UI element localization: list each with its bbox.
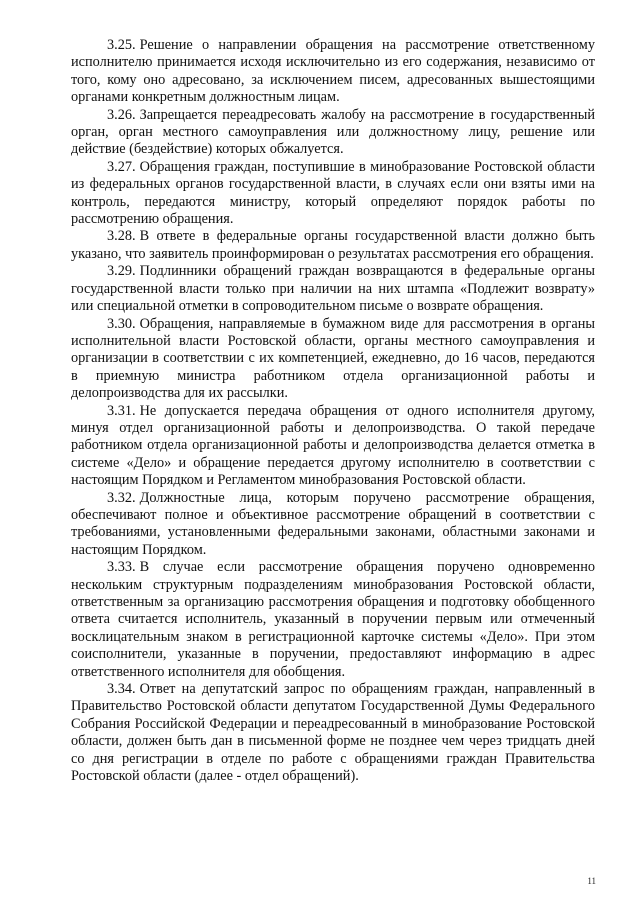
page-number: 11 bbox=[587, 876, 596, 886]
paragraph-number: 3.29. bbox=[107, 263, 136, 280]
paragraph-number: 3.25. bbox=[107, 37, 136, 53]
paragraph-text: Запрещается переадресовать жалобу на рассмотрение в государственный орган, орган местного самоуправления или должностному лицу, решение или действие (бездействие) которых обжалуется. bbox=[71, 106, 595, 158]
paragraph-text: Ответ на депутатский запрос по обращениям граждан, направленный в Правительство Ростовской области депутатом Государственной Думы Федерального Собрания Российской Федерации и переадресованный в минобразование Ростовской области, должен быть дан в письменной форме не позднее чем через тридцать дней со дня регистрации в отделе по работе с обращениями граждан Правительства Ростовской области (далее - отдел обращений). bbox=[71, 681, 595, 785]
paragraph-3-34 bbox=[71, 681, 595, 785]
paragraph-text: Должностные лица, которым поручено рассмотрение обращения, обеспечивают полное и объективное рассмотрение обращений в соответствии с требованиями, установленными федеральными законами, областными законами и настоящим Порядком. bbox=[71, 489, 595, 558]
paragraph-3-32 bbox=[71, 490, 595, 560]
paragraph-3-29 bbox=[71, 263, 595, 315]
paragraph-3-31 bbox=[71, 403, 595, 490]
paragraph-text: В случае если рассмотрение обращения поручено одновременно нескольким структурным подразделениям минобразования Ростовской области, ответственным за организацию рассмотрения обращения и подготовку обобщенного ответа считается исполнитель, указанный в поручении первым или отмеченный восклицательным знаком в регистрационной карточке системы «Дело». При этом соисполнители, указанные в поручении, предоставляют информацию в адрес ответственного исполнителя для обобщения. bbox=[71, 559, 595, 680]
paragraph-3-27 bbox=[71, 159, 595, 229]
paragraph-3-30 bbox=[71, 316, 595, 403]
paragraph-text: Решение о направлении обращения на рассмотрение ответственному исполнителю принимается исходя исключительно из его содержания, независимо от того, кому оно адресовано, за исключением писем, адресованных вышестоящими органами конкретным должностным лицам. bbox=[71, 37, 595, 106]
paragraph-3-25 bbox=[71, 37, 595, 107]
paragraph-number: 3.34. bbox=[107, 681, 136, 698]
paragraph-number: 3.30. bbox=[107, 315, 136, 332]
paragraph-text: Подлинники обращений граждан возвращаются в федеральные органы государственной власти только при наличии на них штампа «Подлежит возврату» или специальной отметки в сопроводительном письме о возврате обращения. bbox=[71, 263, 595, 315]
paragraph-3-26 bbox=[71, 107, 595, 159]
paragraph-number: 3.28. bbox=[107, 228, 136, 245]
paragraph-text: Не допускается передача обращения от одного исполнителя другому, минуя отдел организационной работы и делопроизводства. О такой передаче работником отдела организационной работы и делопроизводства делается отметка в системе «Дело» и обращение передается другому исполнителю в соответствии с настоящим Порядком и Регламентом минобразования Ростовской области. bbox=[71, 402, 595, 489]
paragraph-text: Обращения граждан, поступившие в минобразование Ростовской области из федеральных органов государственной власти, в случаях если они взяты ими на контроль, передаются министру, который определяют порядок работы по рассмотрению обращения. bbox=[71, 158, 595, 228]
paragraph-3-33 bbox=[71, 559, 595, 681]
paragraph-3-28 bbox=[71, 228, 595, 263]
paragraph-number: 3.33. bbox=[107, 559, 136, 576]
paragraph-text: Обращения, направляемые в бумажном виде для рассмотрения в органы исполнительной власти Ростовской области, органы местного самоуправления и организации в соответствии с их компетенцией, ежедневно, до 16 часов, передаются в приемную министра работником отдела организационной работы и делопроизводства для их рассылки. bbox=[71, 315, 595, 402]
paragraph-number: 3.31. bbox=[107, 402, 136, 419]
paragraph-text: В ответе в федеральные органы государственной власти должно быть указано, что заявитель проинформирован о результатах рассмотрения его обращения. bbox=[71, 228, 595, 262]
document-page bbox=[71, 37, 595, 785]
paragraph-number: 3.27. bbox=[107, 158, 136, 175]
paragraph-number: 3.26. bbox=[107, 106, 136, 123]
paragraph-number: 3.32. bbox=[107, 489, 136, 506]
